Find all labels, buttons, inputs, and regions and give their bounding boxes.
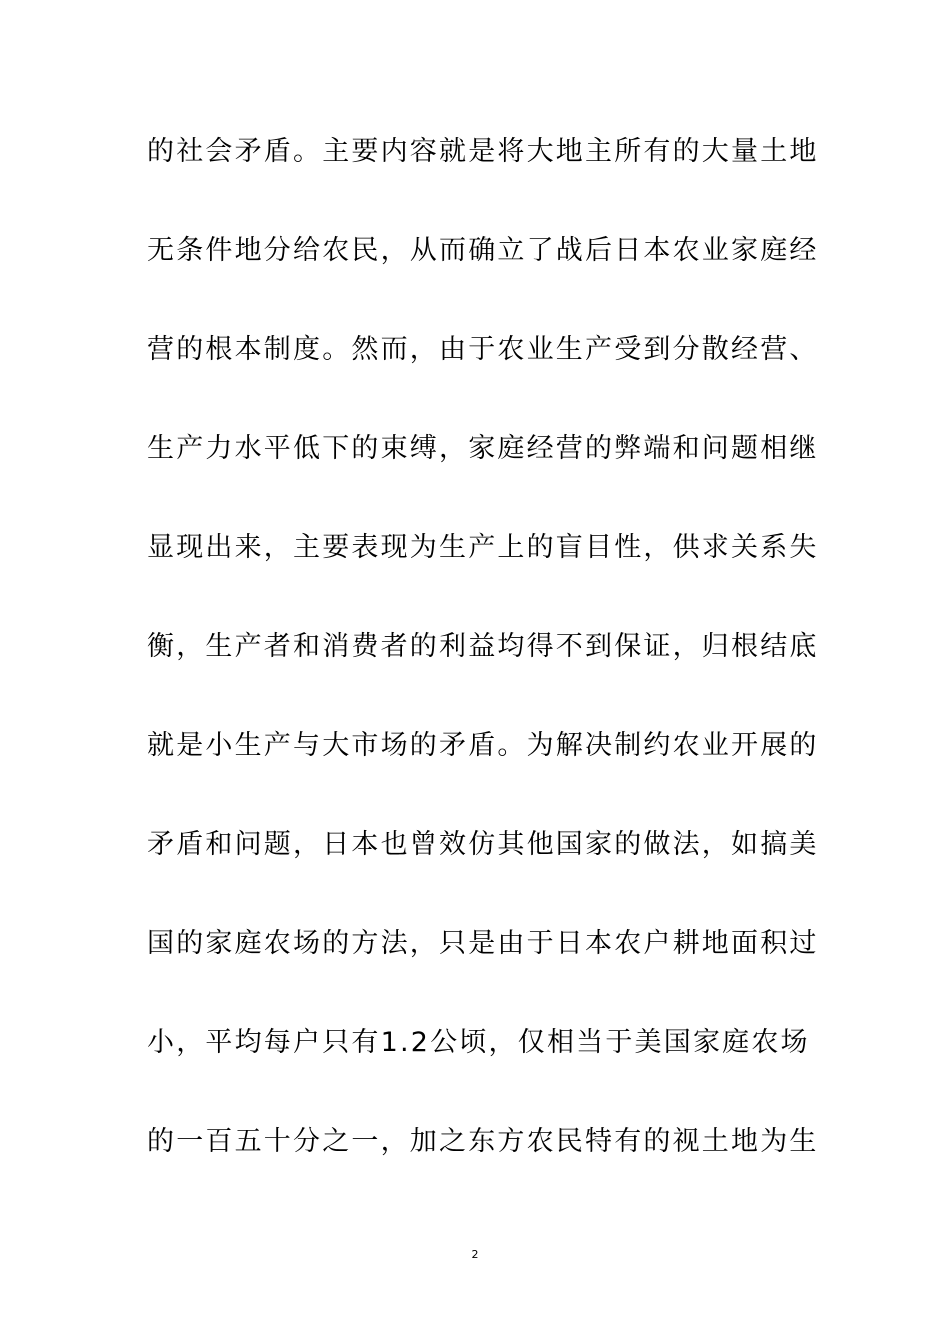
text-line-5: 显现出来，主要表现为生产上的盲目性，供求关系失 <box>147 532 819 563</box>
body-text <box>147 128 819 1217</box>
text-line-4: 生产力水平低下的束缚，家庭经营的弊端和问题相继 <box>147 433 819 464</box>
text-line-9: 国的家庭农场的方法，只是由于日本农户耕地面积过 <box>147 928 819 959</box>
text-line-6: 衡，生产者和消费者的利益均得不到保证，归根结底 <box>147 631 819 662</box>
text-line-10: 小，平均每户只有1.2公顷，仅相当于美国家庭农场 <box>147 1027 810 1058</box>
text-line-11: 的一百五十分之一，加之东方农民特有的视土地为生 <box>147 1126 819 1157</box>
text-line-2: 无条件地分给农民，从而确立了战后日本农业家庭经 <box>147 235 819 266</box>
text-line-8: 矛盾和问题，日本也曾效仿其他国家的做法，如搞美 <box>147 829 819 860</box>
text-line-1: 的社会矛盾。主要内容就是将大地主所有的大量土地 <box>147 136 819 167</box>
page-number: 2 <box>471 1248 479 1261</box>
text-line-7: 就是小生产与大市场的矛盾。为解决制约农业开展的 <box>147 730 819 761</box>
text-line-3: 营的根本制度。然而，由于农业生产受到分散经营、 <box>147 334 819 365</box>
